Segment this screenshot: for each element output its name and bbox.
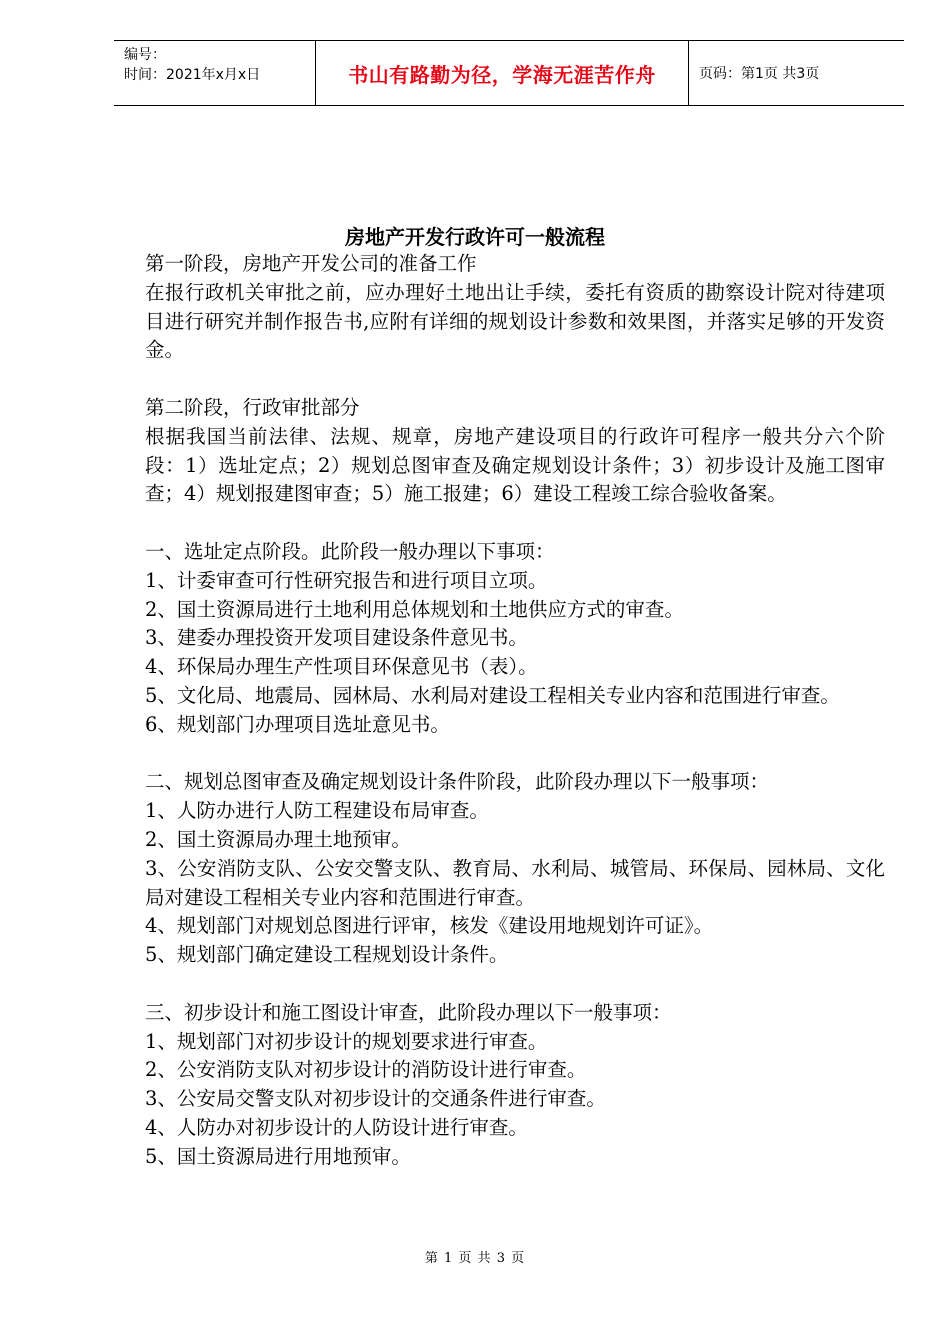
list-item: 2、国土资源局进行土地利用总体规划和土地供应方式的审查。 xyxy=(145,597,684,621)
page-footer: 第 1 页 共 3 页 xyxy=(424,1251,526,1266)
list-item: 5、国土资源局进行用地预审。 xyxy=(145,1144,411,1168)
list-item: 4、环保局办理生产性项目环保意见书（表）。 xyxy=(145,655,538,679)
header-motto: 书山有路勤为径，学海无涯苦作舟 xyxy=(316,41,689,105)
document-header xyxy=(114,40,904,106)
header-page-info: 页码：第1页 共3页 xyxy=(699,66,820,82)
time-label: 时间：2021年x月x日 xyxy=(124,67,261,83)
list-item: 5、文化局、地震局、园林局、水利局对建设工程相关专业内容和范围进行审查。 xyxy=(145,683,840,707)
document-body xyxy=(145,250,885,1172)
list-item: 2、公安消防支队对初步设计的消防设计进行审查。 xyxy=(145,1058,587,1082)
document-title: 房地产开发行政许可一般流程 xyxy=(345,225,605,249)
paragraph-spacer xyxy=(145,365,885,394)
header-meta-cell xyxy=(114,41,316,105)
list-item: 6、规划部门办理项目选址意见书。 xyxy=(145,712,450,736)
list-item: 5、规划部门确定建设工程规划设计条件。 xyxy=(145,943,509,967)
paragraph-spacer xyxy=(145,970,885,999)
list-item: 4、规划部门对规划总图进行评审，核发《建设用地规划许可证》。 xyxy=(145,914,714,938)
section2-heading: 二、规划总图审查及确定规划设计条件阶段，此阶段办理以下一般事项： xyxy=(145,770,770,794)
list-item: 1、计委审查可行性研究报告和进行项目立项。 xyxy=(145,568,548,592)
paragraph-spacer xyxy=(145,740,885,769)
stage1-paragraph: 在报行政机关审批之前，应办理好土地出让手续，委托有资质的勘察设计院对待建项目进行研究并制作报告书,应附有详细的规划设计参数和效果图，并落实足够的开发资金。 xyxy=(145,280,885,362)
section3-heading: 三、初步设计和施工图设计审查，此阶段办理以下一般事项： xyxy=(145,1000,672,1024)
list-item: 3、公安消防支队、公安交警支队、教育局、水利局、城管局、环保局、园林局、文化局对建设工程相关专业内容和范围进行审查。 xyxy=(145,856,885,909)
list-item: 3、建委办理投资开发项目建设条件意见书。 xyxy=(145,626,528,650)
list-item: 3、公安局交警支队对初步设计的交通条件进行审查。 xyxy=(145,1087,606,1111)
list-item: 1、人防办进行人防工程建设布局审查。 xyxy=(145,799,489,823)
list-item: 2、国土资源局办理土地预审。 xyxy=(145,827,411,851)
list-item: 4、人防办对初步设计的人防设计进行审查。 xyxy=(145,1115,528,1139)
section1-heading: 一、选址定点阶段。此阶段一般办理以下事项： xyxy=(145,539,555,563)
stage1-heading: 第一阶段，房地产开发公司的准备工作 xyxy=(145,252,477,275)
number-label: 编号： xyxy=(124,47,166,63)
paragraph-spacer xyxy=(145,509,885,538)
stage2-paragraph: 根据我国当前法律、法规、规章，房地产建设项目的行政许可程序一般共分六个阶段：1）选址定点；2）规划总图审查及确定规划设计条件；3）初步设计及施工图审查；4）规划报建图审查；5）施工报建；6）建设工程竣工综合验收备案。 xyxy=(145,424,885,506)
list-item: 1、规划部门对初步设计的规划要求进行审查。 xyxy=(145,1029,548,1053)
stage2-heading: 第二阶段，行政审批部分 xyxy=(145,395,360,419)
